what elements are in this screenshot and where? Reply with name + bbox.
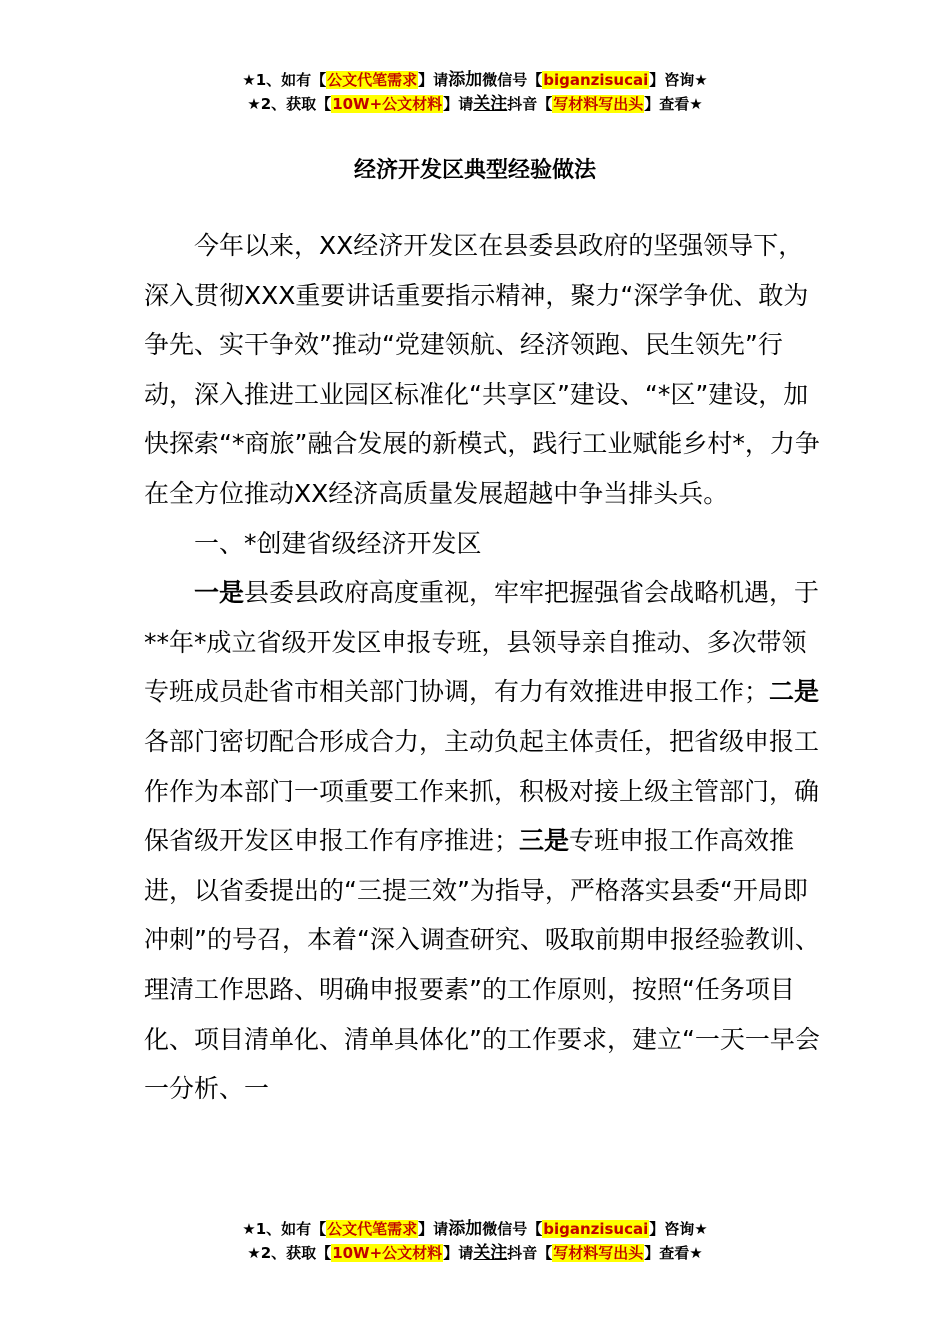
banner-line-2: ★2、获取【10W+公文材料】请关注抖音【写材料写出头】查看★ (247, 94, 703, 114)
document-title: 经济开发区典型经验做法 (353, 158, 596, 183)
intro-paragraph: 今年以来，XX经济开发区在县委县政府的坚强领导下，深入贯彻XXX重要讲话重要指示精神，聚力“深学争优、敢为争先、实干争效”推动“党建领航、经济领跑、民生领先”行动，深入推进工业园区标准化“共享区”建设、“*区”建设，加快探索“*商旅”融合发展的新模式，践行工业赋能乡村*，力争在全方位推动XX经济高质量发展超越中争当排头兵。 (144, 231, 820, 508)
banner-highlight-service: 公文代笔需求 (327, 71, 418, 89)
banner-highlight-materials: 10W+公文材料 (332, 1244, 443, 1262)
lead-second: 二是 (769, 677, 820, 707)
banner-line-1: ★1、如有【公文代笔需求】请添加微信号【biganzisucai】咨询★ (242, 70, 708, 90)
document-body (144, 221, 824, 1114)
header-banner (0, 68, 950, 116)
banner-highlight-douyin: 写材料写出头 (553, 95, 644, 113)
banner-highlight-douyin: 写材料写出头 (553, 1244, 644, 1262)
footer-banner (0, 1217, 950, 1265)
banner-highlight-wechat: biganzisucai (543, 1220, 649, 1238)
banner-highlight-service: 公文代笔需求 (327, 1220, 418, 1238)
banner-highlight-wechat: biganzisucai (543, 71, 649, 89)
lead-third: 三是 (519, 826, 570, 856)
banner-highlight-materials: 10W+公文材料 (332, 95, 443, 113)
section-paragraph: 一是县委县政府高度重视，牢牢把握强省会战略机遇，于**年*成立省级开发区申报专班，县领导亲自推动、多次带领专班成员赴省市相关部门协调，有力有效推进申报工作；二是各部门密切配合形成合力，主动负起主体责任，把省级申报工作作为本部门一项重要工作来抓，积极对接上级主管部门，确保省级开发区申报工作有序推进；三是专班申报工作高效推进，以省委提出的“三提三效”为指导，严格落实县委“开局即冲刺”的号召，本着“深入调查研究、吸取前期申报经验教训、理清工作思路、明确申报要素”的工作原则，按照“任务项目化、项目清单化、清单具体化”的工作要求，建立“一天一早会一分析、一 (144, 578, 820, 1104)
banner-line-1: ★1、如有【公文代笔需求】请添加微信号【biganzisucai】咨询★ (242, 1219, 708, 1239)
section-heading: 一、*创建省级经济开发区 (194, 528, 482, 558)
lead-first: 一是 (194, 578, 245, 608)
banner-line-2: ★2、获取【10W+公文材料】请关注抖音【写材料写出头】查看★ (247, 1243, 703, 1263)
